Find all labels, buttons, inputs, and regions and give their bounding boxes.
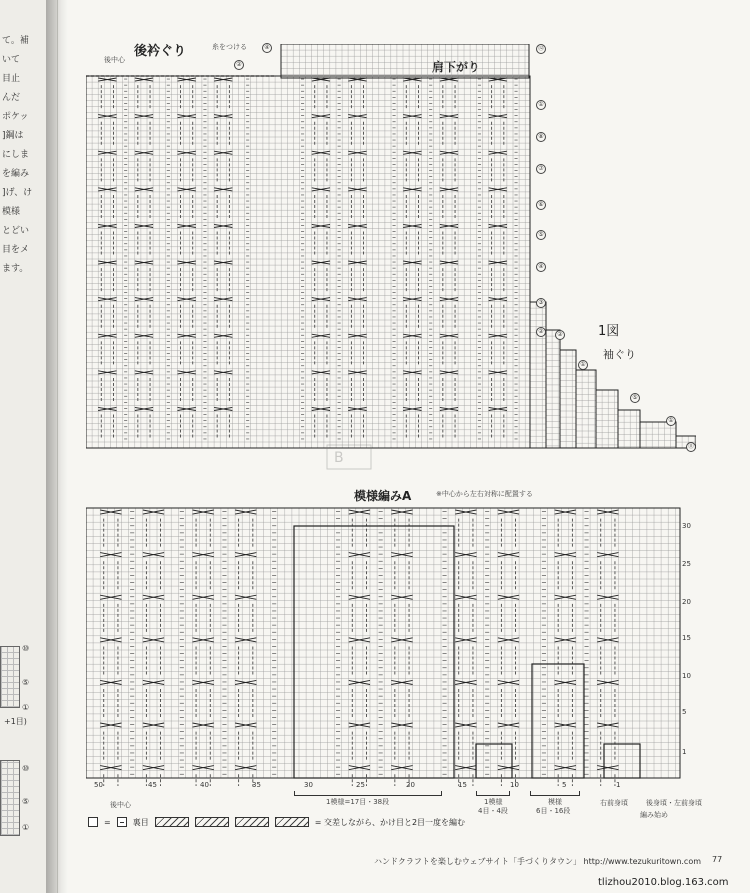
purl-symbol	[117, 817, 127, 827]
left-page-line: ]鋼は	[2, 131, 24, 141]
repeat-bracket-main	[294, 791, 442, 796]
row-marker: ④	[536, 262, 546, 272]
row-marker: ⑫	[537, 45, 544, 52]
column-number: 35	[252, 781, 261, 789]
row-marker: ⑤	[630, 393, 640, 403]
left-page-line: 目をメ	[2, 245, 30, 255]
grid-lines	[596, 390, 618, 448]
grid-lines	[86, 508, 680, 778]
cable-symbol-1	[155, 817, 189, 827]
left-page-line: いて	[2, 55, 21, 65]
left-mini-label: ⑤	[22, 678, 30, 687]
pattern-a-title: 模様編みA	[354, 489, 412, 503]
row-marker: ②	[555, 330, 565, 340]
repeat-main-label: 1模様=17目・38段	[326, 798, 390, 806]
column-number: 15	[458, 781, 467, 789]
row-marker: ②	[536, 327, 546, 337]
row-marker: ⑤	[536, 230, 546, 240]
grid-lines	[576, 370, 596, 448]
left-page-line: ]げ、け	[2, 188, 33, 198]
pattern-block	[476, 744, 512, 778]
grid-lines	[530, 302, 546, 448]
left-mini-chart-top	[0, 646, 20, 708]
legend-desc: = 交差しながら、かけ目と2目一度を編む	[314, 817, 466, 827]
repeat-small-label: 1模様	[484, 798, 503, 806]
left-mini-label: ⑩	[22, 764, 30, 773]
column-number: 5	[562, 781, 567, 789]
column-number: 10	[510, 781, 519, 789]
left-page-line: ます。	[2, 264, 29, 274]
left-page-line: 模様	[2, 207, 21, 217]
blog-watermark: tlizhou2010.blog.163.com	[598, 877, 729, 888]
grid-lines	[560, 350, 576, 448]
repeat-bracket-small	[476, 791, 510, 796]
start-label: 編み始め	[640, 811, 668, 819]
pattern-a-chart-grid	[86, 504, 690, 786]
row-number: 5	[682, 708, 687, 716]
row-marker: ①	[578, 360, 588, 370]
column-number: 1	[616, 781, 621, 789]
row-marker: ⑧	[536, 132, 546, 142]
left-mini-label: +1目)	[4, 717, 27, 726]
pattern-block	[604, 744, 640, 778]
column-number: 45	[148, 781, 157, 789]
left-mini-label: ①	[22, 703, 30, 712]
row-number: 15	[682, 634, 691, 642]
repeat-bracket-mid	[530, 791, 580, 796]
right-front-label: 右前身頃	[600, 799, 628, 807]
repeat-small-detail: 4目・4段	[478, 807, 508, 815]
knit-symbol	[88, 817, 98, 827]
armhole-label: 袖ぐり	[603, 348, 636, 361]
shoulder-slope-title: 肩下がり	[432, 60, 481, 74]
left-page-line: を編み	[2, 169, 30, 179]
row-number: 25	[682, 560, 691, 568]
symbol-legend	[88, 814, 465, 830]
row-marker: ①	[536, 100, 546, 110]
repeat-mid-detail: 6目・16段	[536, 807, 571, 815]
svg-text:B: B	[334, 450, 344, 466]
pattern-block	[294, 526, 454, 778]
left-mini-label: ①	[22, 823, 30, 832]
grid-lines	[281, 44, 529, 78]
row-number: 30	[682, 522, 691, 530]
row-marker: ⑥	[536, 200, 546, 210]
grid-lines	[546, 330, 560, 448]
back-body-chart-grid	[86, 44, 696, 456]
cable-symbol-4	[275, 817, 309, 827]
left-mini-label: ⑤	[22, 797, 30, 806]
repeat-mid-label: 模様	[548, 798, 562, 806]
footer-website: ハンドクラフトを楽しむウェブサイト「手づくりタウン」 http://www.tezukuritown.com	[374, 857, 702, 866]
left-page-line: て。補	[2, 36, 29, 46]
legend-equals: =	[104, 817, 111, 827]
pattern-a-note: ※中心から左右対称に配置する	[436, 490, 533, 498]
stitch-symbols	[98, 78, 517, 439]
pattern-a-chart	[86, 504, 690, 786]
grid-lines	[86, 76, 530, 448]
figure-label: 1図	[598, 324, 620, 339]
neckline-title: 後衿ぐり	[134, 44, 187, 59]
row-number: 1	[682, 748, 687, 756]
row-marker: ⑦	[536, 164, 546, 174]
row-number: 20	[682, 598, 691, 606]
left-page-line: んだ	[2, 93, 21, 103]
watermark-stamp	[326, 444, 372, 470]
left-page-line: ポケッ	[2, 112, 29, 122]
attach-yarn-marker: ④	[262, 43, 272, 53]
row-marker: ①	[666, 416, 676, 426]
step-marker: ②	[234, 60, 244, 70]
column-number: 25	[356, 781, 365, 789]
row-number: 10	[682, 672, 691, 680]
book-gutter-shadow	[46, 0, 68, 893]
left-mini-label: ⑩	[22, 644, 30, 653]
grid-lines	[618, 410, 640, 448]
legend-purl: 裏目	[132, 817, 149, 827]
left-page-text	[2, 32, 36, 279]
cable-symbol-3	[235, 817, 269, 827]
center-back-label: 後中心	[104, 56, 125, 64]
back-left-front-label: 後身頃・左前身頃	[646, 799, 702, 807]
center-back-label-bottom: 後中心	[110, 801, 131, 809]
column-number: 30	[304, 781, 313, 789]
page-number: 77	[712, 855, 723, 864]
row-marker: ③	[536, 298, 546, 308]
left-page-line: にしま	[2, 150, 30, 160]
back-body-chart	[86, 44, 536, 456]
left-mini-chart-bottom	[0, 760, 20, 836]
column-number: 20	[406, 781, 415, 789]
row-marker: ⑪	[687, 443, 694, 450]
attach-yarn-label: 糸をつける	[212, 43, 247, 51]
cable-symbol-2	[195, 817, 229, 827]
column-number: 50	[94, 781, 103, 789]
left-page-line: 目止	[2, 74, 21, 84]
stitch-symbols	[100, 510, 618, 786]
column-number: 40	[200, 781, 209, 789]
left-page-line: とどい	[2, 226, 30, 236]
